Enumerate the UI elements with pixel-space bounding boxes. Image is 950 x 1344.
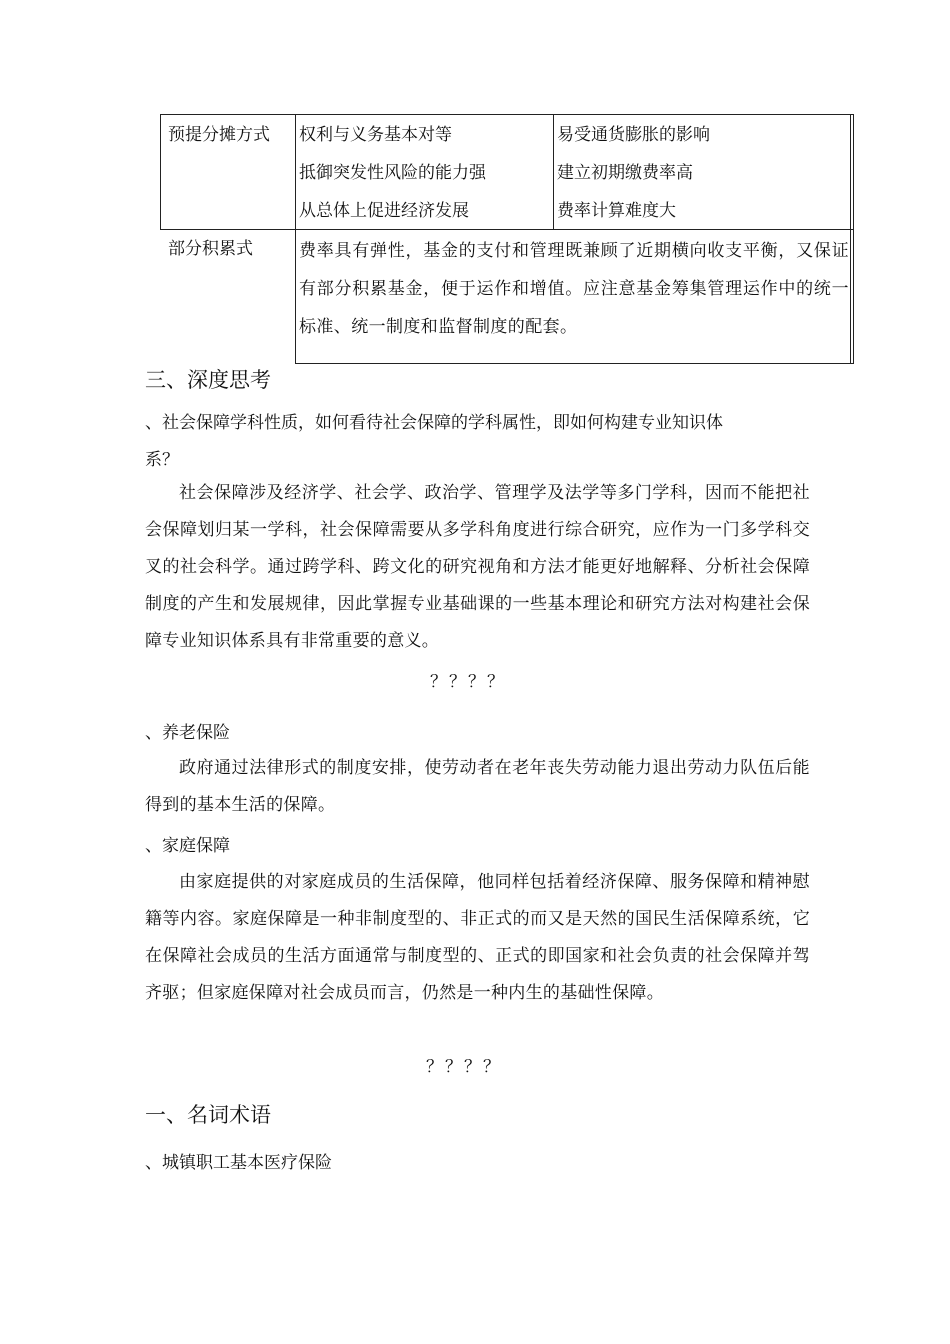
separator-marks: ？？？？: [430, 672, 506, 692]
term-definition-pension: [145, 750, 810, 824]
disadvantage-item: 费率计算难度大: [557, 201, 676, 221]
row1-label: 预提分摊方式: [168, 125, 270, 145]
table-column-divider-1: [295, 114, 296, 364]
section3-heading: 三、深度思考: [145, 368, 271, 392]
term-title-pension: 、养老保险: [145, 723, 230, 743]
answer-text: 社会保障涉及经济学、社会学、政治学、管理学及法学等多门学科，因而不能把社会保障划归某一学科，社会保障需要从多学科角度进行综合研究，应作为一门多学科交叉的社会科学。通过跨学科、跨文化的研究视角和方法才能更好地解释、分析社会保障制度的产生和发展规律，因此掌握专业基础课的一些基本理论和研究方法对构建社会保障专业知识体系具有非常重要的意义。: [145, 483, 810, 651]
comparison-table: [160, 114, 854, 364]
table-border-left: [160, 114, 161, 230]
question-line-1: 、社会保障学科性质，如何看待社会保障的学科属性，即如何构建专业知识体: [145, 413, 723, 433]
table-border-right: [850, 114, 851, 364]
separator-marks: ？？？？: [426, 1057, 502, 1077]
table-border-right-double: [853, 114, 854, 364]
table-column-divider-2: [553, 114, 554, 230]
section1-heading: 一、名词术语: [145, 1103, 271, 1127]
table-border-top: [160, 114, 854, 115]
row2-label: 部分积累式: [168, 239, 253, 259]
advantage-item: 权利与义务基本对等: [299, 125, 452, 145]
term-title-family: 、家庭保障: [145, 836, 230, 856]
row2-description: 费率具有弹性，基金的支付和管理既兼顾了近期横向收支平衡，又保证有部分积累基金，便于运作和增值。应注意基金筹集管理运作中的统一标准、统一制度和监督制度的配套。: [299, 241, 849, 337]
table-row-divider: [160, 229, 854, 230]
row1-advantages: [299, 116, 486, 230]
term-definition-family: [145, 864, 810, 1012]
disadvantage-item: 易受通货膨胀的影响: [557, 125, 710, 145]
definition-text: 政府通过法律形式的制度安排，使劳动者在老年丧失劳动能力退出劳动力队伍后能得到的基本生活的保障。: [145, 758, 810, 815]
question-line-2: 系？: [145, 450, 179, 470]
disadvantage-item: 建立初期缴费率高: [557, 163, 693, 183]
term-item: 、城镇职工基本医疗保险: [145, 1153, 332, 1173]
answer-paragraph: [145, 475, 810, 660]
advantage-item: 抵御突发性风险的能力强: [299, 163, 486, 183]
definition-text: 由家庭提供的对家庭成员的生活保障，他同样包括着经济保障、服务保障和精神慰籍等内容。家庭保障是一种非制度型的、非正式的而又是天然的国民生活保障系统，它在保障社会成员的生活方面通常与制度型的、正式的即国家和社会负责的社会保障并驾齐驱；但家庭保障对社会成员而言，仍然是一种内生的基础性保障。: [145, 872, 810, 1003]
table-border-bottom: [295, 363, 854, 364]
row1-disadvantages: [557, 116, 710, 230]
advantage-item: 从总体上促进经济发展: [299, 201, 469, 221]
